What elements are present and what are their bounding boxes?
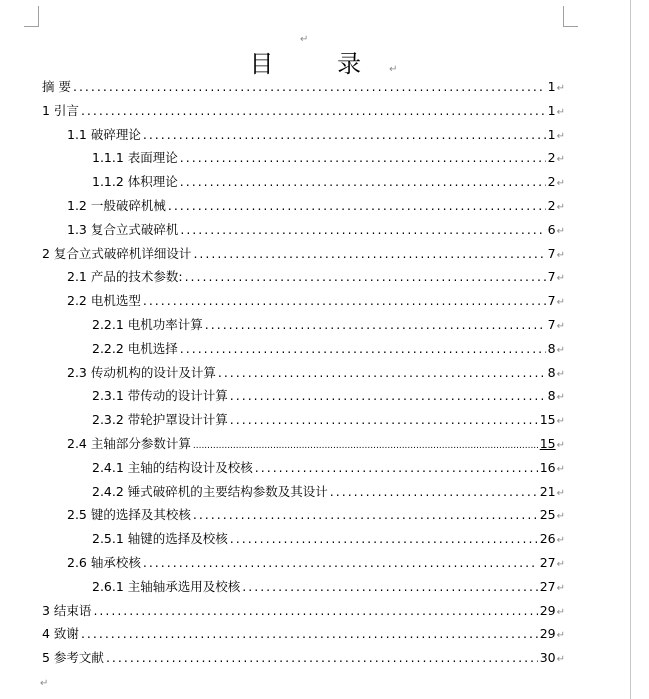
paragraph-mark: ↵ — [556, 83, 565, 94]
toc-entry[interactable] — [67, 268, 565, 286]
toc-entry[interactable] — [67, 506, 565, 524]
toc-entry-label: 2.3.2 带轮护罩设计计算 — [92, 412, 228, 428]
toc-entry[interactable] — [92, 578, 565, 596]
toc-entry-page-number: 1 — [547, 79, 556, 94]
toc-entry-page-number: 26 — [539, 531, 556, 547]
toc-entry[interactable] — [92, 340, 565, 358]
toc-entry-page-number: 15 — [539, 412, 556, 428]
toc-entry-label: 2.6.1 主轴轴承选用及校核 — [92, 578, 241, 594]
toc-entry-label: 摘 要 — [42, 79, 71, 94]
toc-entry-label: 2.5 键的选择及其校核 — [67, 507, 191, 523]
toc-entry-label: 2.6 轴承校核 — [67, 555, 141, 570]
toc-leader-dots — [180, 149, 546, 167]
paragraph-mark: ↵ — [556, 368, 565, 380]
toc-entry-label: 5 参考文献 — [42, 650, 104, 666]
paragraph-mark: ↵ — [300, 34, 309, 45]
toc-entry-page-number: 2 — [547, 150, 556, 166]
toc-entry-page-number: 29 — [539, 626, 556, 642]
toc-leader-dots — [185, 268, 546, 286]
paragraph-mark: ↵ — [556, 559, 565, 570]
paragraph-mark: ↵ — [556, 440, 565, 451]
toc-entry-page-number: 1 — [547, 102, 556, 118]
toc-entry-label: 2 复合立式破碎机详细设计 — [42, 245, 192, 261]
toc-entry[interactable] — [92, 316, 565, 334]
paragraph-mark: ↵ — [389, 64, 400, 75]
toc-entry[interactable] — [67, 435, 565, 453]
toc-entry-label: 2.2.2 电机选择 — [92, 340, 178, 356]
toc-leader-dots — [106, 649, 538, 667]
paragraph-mark: ↵ — [556, 225, 565, 237]
paragraph-mark: ↵ — [556, 606, 565, 618]
toc-entry[interactable] — [92, 387, 565, 405]
paragraph-mark: ↵ — [556, 630, 565, 642]
paragraph-mark: ↵ — [556, 535, 565, 547]
toc-entry-label: 2.5.1 轴键的选择及校核 — [92, 531, 228, 547]
title-text: 目 录 — [249, 50, 390, 78]
toc-entry[interactable] — [67, 364, 565, 382]
toc-entry[interactable] — [42, 78, 565, 96]
toc-entry-label: 1 引言 — [42, 102, 79, 118]
toc-entry-label: 1.2 一般破碎机械 — [67, 198, 166, 213]
toc-entry-page-number: 1 — [547, 126, 556, 142]
paragraph-mark: ↵ — [556, 654, 565, 666]
toc-entry-page-number: 7 — [547, 317, 556, 332]
toc-entry-label: 2.2 电机选型 — [67, 293, 141, 309]
paragraph-mark: ↵ — [556, 154, 565, 166]
toc-leader-dots — [73, 78, 546, 96]
paragraph-mark: ↵ — [556, 106, 565, 118]
toc-entry[interactable] — [67, 126, 565, 144]
paragraph-mark: ↵ — [556, 178, 565, 190]
toc-leader-dots — [230, 387, 546, 405]
toc-entry-label: 3 结束语 — [42, 602, 92, 618]
toc-entry[interactable] — [67, 221, 565, 239]
toc-leader-dots — [143, 126, 546, 144]
paragraph-mark: ↵ — [556, 249, 565, 261]
toc-entry-label: 1.1.1 表面理论 — [92, 150, 178, 166]
toc-entry-page-number: 21 — [539, 483, 556, 499]
toc-entry-label: 1.3 复合立式破碎机 — [67, 221, 179, 237]
toc-entry-label: 2.1 产品的技术参数: — [67, 269, 183, 285]
toc-entry-label: 2.4.1 主轴的结构设计及校核 — [92, 459, 253, 475]
toc-leader-dots — [218, 364, 546, 382]
toc-leader-dots — [230, 411, 538, 429]
toc-entry[interactable] — [42, 245, 565, 263]
toc-entry-page-number: 25 — [539, 507, 556, 523]
toc-entry-label: 1.1 破碎理论 — [67, 126, 141, 142]
toc-entry[interactable] — [67, 554, 565, 572]
toc-leader-dots — [180, 221, 545, 239]
toc-entry[interactable] — [67, 197, 565, 215]
toc-entry[interactable] — [42, 102, 565, 120]
paragraph-mark: ↵ — [556, 463, 565, 475]
toc-entry-page-number: 8 — [547, 364, 556, 380]
page-title — [0, 44, 649, 79]
toc-leader-dots — [193, 506, 538, 524]
toc-leader-dots — [180, 173, 546, 191]
toc-entry[interactable] — [92, 173, 565, 191]
toc-entry-label: 2.4 主轴部分参数计算 — [67, 436, 191, 451]
toc-entry-label: 1.1.2 体积理论 — [92, 174, 178, 190]
toc-entry-page-number: 30 — [539, 650, 556, 666]
toc-entry-label: 4 致谢 — [42, 626, 79, 642]
paragraph-mark: ↵ — [556, 273, 565, 285]
toc-entry-page-number: 7 — [547, 269, 556, 285]
toc-entry[interactable] — [42, 649, 565, 667]
page-corner-marker-top-left — [24, 6, 39, 27]
paragraph-mark: ↵ — [556, 297, 565, 309]
toc-leader-dots — [81, 625, 538, 643]
paragraph-mark: ↵ — [556, 130, 565, 142]
paragraph-mark: ↵ — [556, 321, 565, 332]
page-right-edge — [630, 0, 631, 699]
toc-leader-dots — [168, 197, 546, 215]
toc-entry[interactable] — [92, 411, 565, 429]
toc-entry-page-number: 15 — [539, 436, 556, 451]
paragraph-mark: ↵ — [556, 202, 565, 213]
toc-entry-page-number: 7 — [547, 245, 556, 261]
toc-entry[interactable] — [42, 602, 565, 620]
toc-entry-page-number: 8 — [547, 340, 556, 356]
paragraph-mark: ↵ — [556, 416, 565, 428]
toc-leader-dots — [242, 578, 537, 596]
toc-leader-dots — [143, 554, 538, 572]
toc-entry-page-number: 7 — [547, 293, 556, 309]
toc-leader-dots — [255, 459, 538, 477]
toc-entry-label: 2.3.1 带传动的设计计算 — [92, 388, 228, 404]
toc-entry-page-number: 2 — [547, 174, 556, 190]
toc-leader-dots — [193, 437, 538, 455]
page-corner-marker-top-right — [563, 6, 578, 27]
toc-entry-page-number: 6 — [547, 221, 556, 237]
toc-entry-page-number: 8 — [547, 388, 556, 404]
toc-leader-dots — [180, 340, 546, 358]
toc-entry-label: 2.4.2 锤式破碎机的主要结构参数及其设计 — [92, 483, 328, 499]
paragraph-mark: ↵ — [556, 344, 565, 356]
toc-leader-dots — [205, 316, 546, 334]
toc-entry-page-number: 16 — [539, 459, 556, 475]
paragraph-mark: ↵ — [556, 582, 565, 594]
toc-leader-dots — [143, 292, 546, 310]
toc-entry[interactable] — [92, 459, 565, 477]
toc-entry[interactable] — [42, 625, 565, 643]
toc-leader-dots — [81, 102, 546, 120]
toc-leader-dots — [193, 245, 545, 263]
toc-entry-label: 2.2.1 电机功率计算 — [92, 317, 203, 332]
toc-entry[interactable] — [92, 530, 565, 548]
toc-entry[interactable] — [67, 292, 565, 310]
toc-entry-page-number: 2 — [547, 198, 556, 213]
toc-leader-dots — [230, 530, 538, 548]
paragraph-mark: ↵ — [556, 392, 565, 404]
paragraph-mark: ↵ — [40, 678, 49, 689]
paragraph-mark: ↵ — [556, 487, 565, 499]
toc-entry-page-number: 27 — [539, 578, 556, 594]
toc-leader-dots — [93, 602, 537, 620]
toc-entry-page-number: 29 — [539, 602, 556, 618]
toc-entry[interactable] — [92, 149, 565, 167]
toc-leader-dots — [330, 483, 538, 501]
paragraph-mark: ↵ — [556, 511, 565, 523]
toc-entry-label: 2.3 传动机构的设计及计算 — [67, 364, 216, 380]
toc-entry-page-number: 27 — [539, 555, 556, 570]
toc-entry[interactable] — [92, 483, 565, 501]
